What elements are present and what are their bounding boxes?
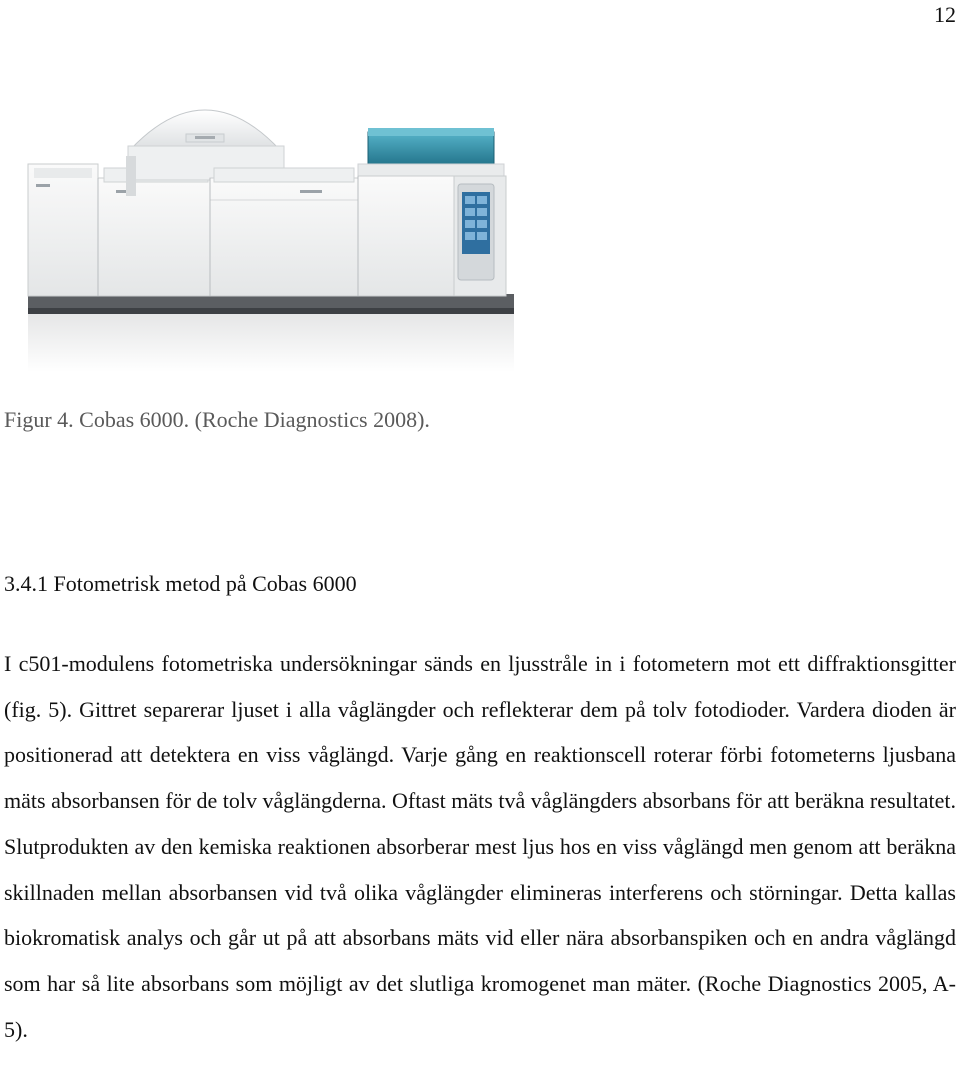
- figure-caption: Figur 4. Cobas 6000. (Roche Diagnostics 2008).: [4, 407, 430, 432]
- figure-cobas-6000: [0, 72, 520, 392]
- body-paragraph: I c501-modulens fotometriska undersökningar sänds en ljusstråle in i fotometern mot ett diffraktionsgitter (fig. 5). Gittret separerar ljuset i alla våglängder och reflekterar dem på tolv fotodioder. Vardera dioden är positionerad att detektera en viss våglängd. Varje gång en reaktionscell roterar förbi fotometerns ljusbana mäts absorbansen för de tolv våglängderna. Oftast mäts två våglängders absorbans för att beräkna resultatet. Slutprodukten av den kemiska reaktionen absorberar mest ljus hos en viss våglängd men genom att beräkna skillnaden mellan absorbansen vid två olika våglängder elimineras interferens och störningar. Detta kallas biokromatisk analys och går ut på att absorbans mäts vid eller nära absorbanspiken och en andra våglängd som har så lite absorbans som möjligt av det slutliga kromogenet man mäter. (Roche Diagnostics 2005, A-5).: [4, 651, 956, 1042]
- section-heading: 3.4.1 Fotometrisk metod på Cobas 6000: [4, 571, 357, 596]
- analyzer-illustration: [0, 72, 520, 392]
- page-number: 12: [934, 2, 956, 27]
